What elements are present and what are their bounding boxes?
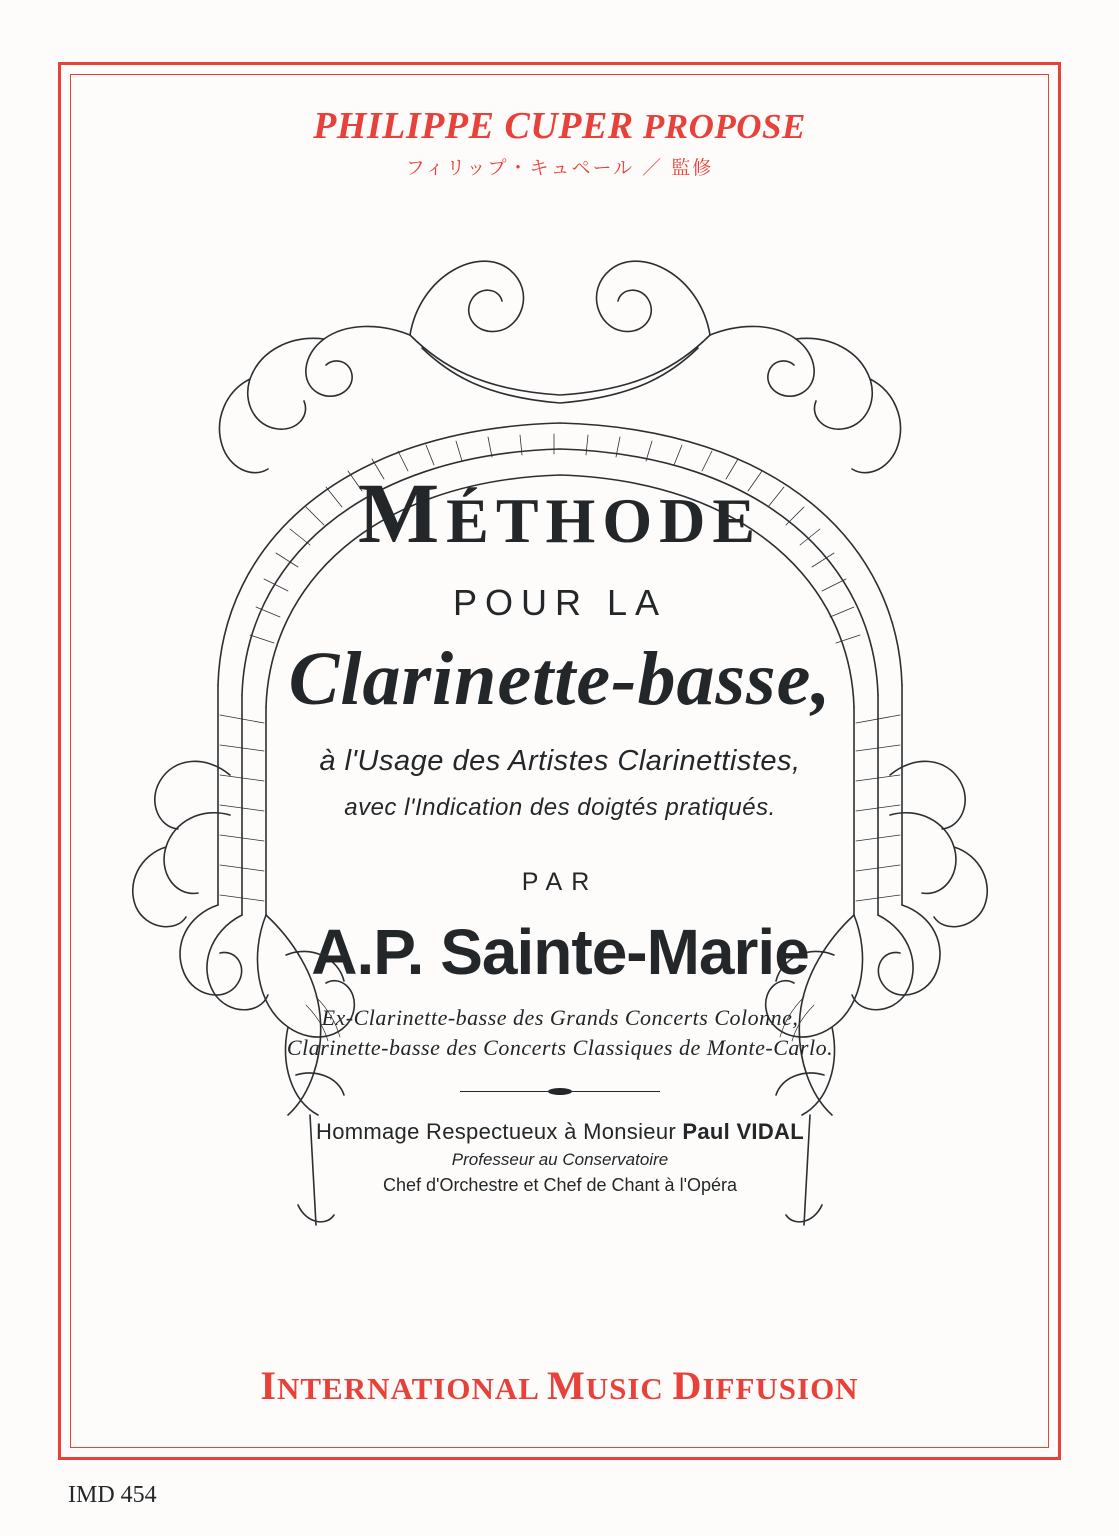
method-title (180, 465, 940, 561)
publisher-word1-rest: NTERNATIONAL (276, 1371, 539, 1406)
instrument-name: Clarinette-basse, (288, 637, 832, 721)
title-block (180, 465, 940, 1196)
publisher-word2-initial: M (546, 1363, 586, 1408)
method-title-rest: ÉTHODE (446, 485, 762, 556)
endorsement-header (0, 104, 1119, 180)
endorsement-japanese-line: フィリップ・キュペール ／ 監修 (405, 157, 714, 179)
author-credential-2: Clarinette-basse des Concerts Classiques de Monte-Carlo. (286, 1035, 834, 1060)
dedicatee-name: Paul VIDAL (682, 1119, 804, 1144)
catalog-number: IMD 454 (68, 1482, 157, 1508)
dedication-line-2: Professeur au Conservatoire (451, 1150, 669, 1169)
dedication-prefix: Hommage Respectueux à Monsieur (316, 1119, 683, 1144)
for-label: POUR LA (452, 582, 668, 623)
publisher-word2-rest: USIC (585, 1371, 664, 1406)
endorsement-latin-line (0, 104, 1119, 148)
publisher-word3-rest: IFFUSION (702, 1371, 859, 1406)
subtitle-usage: à l'Usage des Artistes Clarinettistes, (319, 745, 801, 777)
method-title-initial: M (357, 465, 447, 561)
publisher-name (0, 1362, 1119, 1409)
subtitle-fingering: avec l'Indication des doigtés pratiqués. (344, 794, 776, 821)
endorser-propose-word: PROPOSE (642, 107, 806, 146)
endorser-name: PHILIPPE CUPER (313, 105, 634, 147)
author-credential-1: Ex-Clarinette-basse des Grands Concerts Colonne, (321, 1005, 799, 1030)
by-label: PAR (521, 868, 599, 896)
publisher-word1-initial: I (260, 1363, 277, 1408)
publisher-word3-initial: D (672, 1363, 703, 1408)
ornamental-divider (460, 1087, 660, 1097)
author-name: A.P. Sainte-Marie (311, 916, 809, 988)
dedication-line-3: Chef d'Orchestre et Chef de Chant à l'Opéra (382, 1175, 738, 1195)
dedication-line-1 (180, 1119, 940, 1145)
